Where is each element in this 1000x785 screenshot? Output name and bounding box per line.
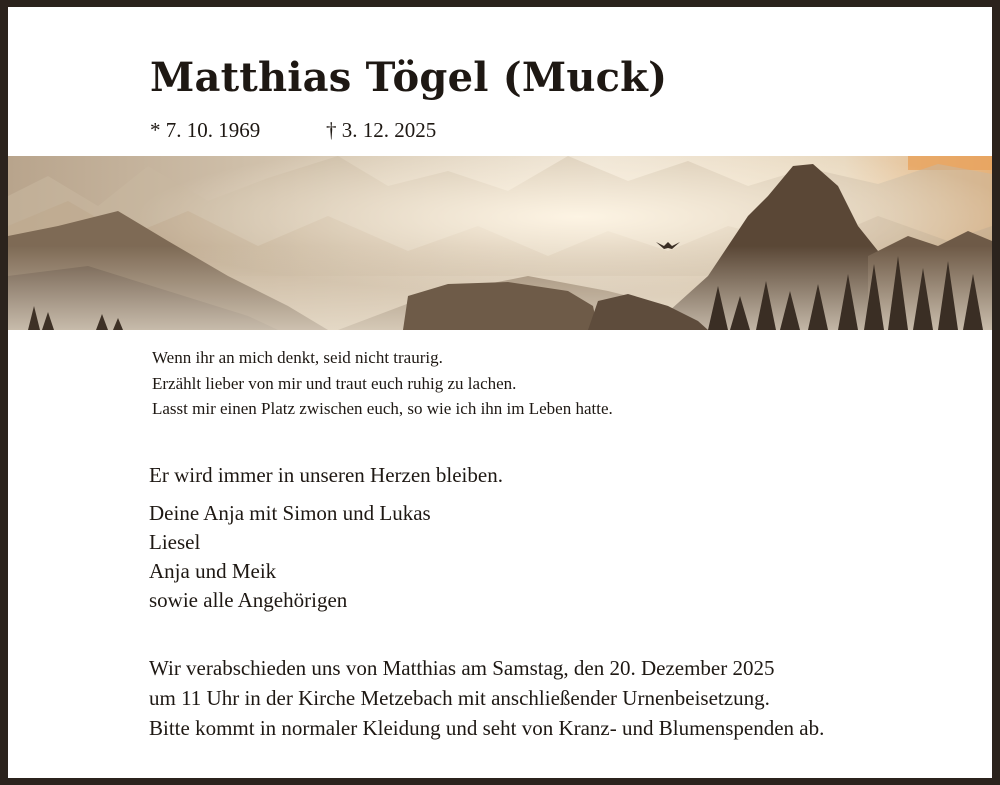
- remembrance-quote: [149, 461, 503, 489]
- service-line: Bitte kommt in normaler Kleidung und seht von Kranz- und Blumenspenden ab.: [149, 716, 825, 740]
- death-date: † 3. 12. 2025: [326, 118, 437, 142]
- mourner-line: Deine Anja mit Simon und Lukas: [149, 501, 431, 525]
- poem-line: Erzählt lieber von mir und traut euch ruhig zu lachen.: [152, 373, 517, 393]
- poem: [152, 345, 613, 422]
- service-line: Wir verabschieden uns von Matthias am Samstag, den 20. Dezember 2025: [149, 656, 775, 680]
- mountain-landscape-image: [8, 156, 992, 330]
- birth-date: * 7. 10. 1969: [150, 118, 261, 142]
- mourner-line: sowie alle Angehörigen: [149, 588, 348, 612]
- poem-line: Wenn ihr an mich denkt, seid nicht traurig.: [152, 348, 443, 367]
- mourner-line: Anja und Meik: [149, 559, 277, 583]
- poem-line: Lasst mir einen Platz zwischen euch, so wie ich ihn im Leben hatte.: [152, 399, 613, 418]
- quote-line: Er wird immer in unseren Herzen bleiben.: [149, 463, 503, 487]
- deceased-name: Matthias Tögel (Muck): [150, 54, 668, 101]
- mourner-line: Liesel: [149, 530, 201, 554]
- mourners-list: [149, 499, 431, 615]
- funeral-details: [149, 653, 824, 743]
- service-line: um 11 Uhr in der Kirche Metzebach mit anschließender Urnenbeisetzung.: [149, 686, 770, 710]
